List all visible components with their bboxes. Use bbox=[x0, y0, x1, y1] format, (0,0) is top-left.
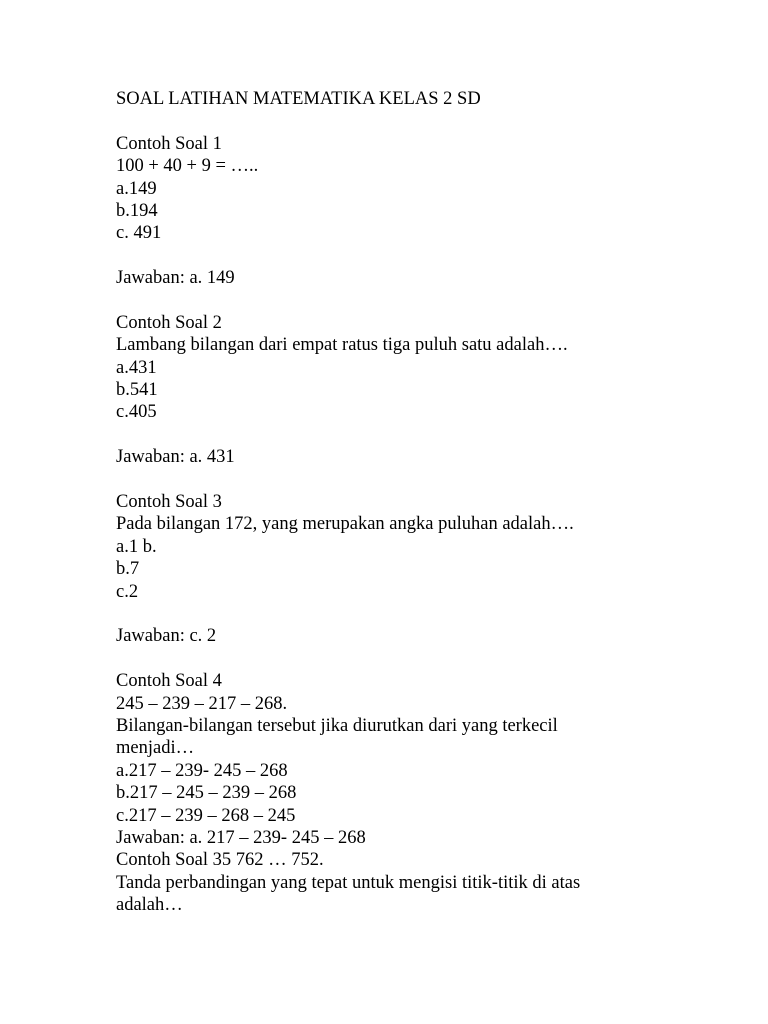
question-heading: Contoh Soal 4 bbox=[116, 671, 222, 692]
answer: Jawaban: a. 431 bbox=[116, 447, 235, 468]
question-3 bbox=[116, 491, 736, 670]
question-heading: Contoh Soal 3 bbox=[116, 492, 222, 513]
option-b: b.541 bbox=[116, 380, 158, 401]
option-a: a.1 b. bbox=[116, 536, 157, 557]
answer: Jawaban: a. 149 bbox=[116, 268, 235, 289]
option-a: a.431 bbox=[116, 357, 157, 378]
answer: Jawaban: a. 217 – 239- 245 – 268 bbox=[116, 827, 366, 848]
question-prompt: 100 + 40 + 9 = ….. bbox=[116, 156, 259, 177]
option-a: a.217 – 239- 245 – 268 bbox=[116, 760, 288, 781]
question-prompt: Lambang bilangan dari empat ratus tiga puluh satu adalah…. bbox=[116, 335, 568, 356]
question-prompt-line-1: Bilangan-bilangan tersebut jika diurutkan dari yang terkecil bbox=[116, 715, 558, 736]
document-page bbox=[116, 88, 736, 916]
question-4 bbox=[116, 670, 736, 849]
spacer bbox=[116, 469, 736, 491]
question-heading: Contoh Soal 2 bbox=[116, 312, 222, 333]
option-c: c.217 – 239 – 268 – 245 bbox=[116, 805, 296, 826]
question-numbers: 245 – 239 – 217 – 268. bbox=[116, 693, 288, 714]
option-b: b.7 bbox=[116, 559, 140, 580]
question-prompt-line-2: adalah… bbox=[116, 895, 183, 916]
spacer bbox=[116, 245, 736, 267]
option-c: c. 491 bbox=[116, 223, 162, 244]
spacer bbox=[116, 424, 736, 446]
question-heading: Contoh Soal 1 bbox=[116, 133, 222, 154]
question-heading: Contoh Soal 35 762 … 752. bbox=[116, 850, 324, 871]
question-5 bbox=[116, 849, 736, 916]
option-b: b.217 – 245 – 239 – 268 bbox=[116, 783, 297, 804]
spacer bbox=[116, 648, 736, 670]
answer: Jawaban: c. 2 bbox=[116, 626, 217, 647]
spacer bbox=[116, 603, 736, 625]
question-1 bbox=[116, 133, 736, 312]
document-title: SOAL LATIHAN MATEMATIKA KELAS 2 SD bbox=[116, 89, 481, 109]
option-c: c.405 bbox=[116, 402, 157, 423]
question-prompt: Pada bilangan 172, yang merupakan angka puluhan adalah…. bbox=[116, 514, 574, 535]
question-2 bbox=[116, 312, 736, 491]
spacer bbox=[116, 110, 736, 132]
spacer bbox=[116, 290, 736, 312]
option-b: b.194 bbox=[116, 200, 158, 221]
question-prompt-line-1: Tanda perbandingan yang tepat untuk mengisi titik-titik di atas bbox=[116, 872, 581, 893]
question-prompt-line-2: menjadi… bbox=[116, 738, 195, 759]
option-a: a.149 bbox=[116, 178, 157, 199]
option-c: c.2 bbox=[116, 581, 139, 602]
